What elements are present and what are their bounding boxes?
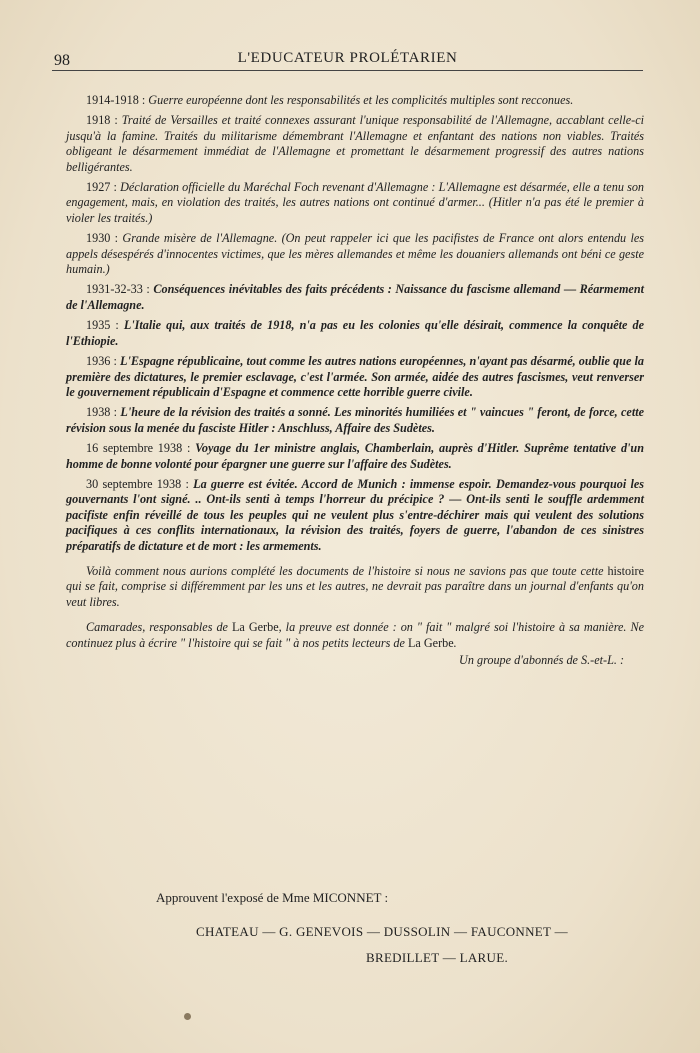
entry-date: 1935 : <box>86 318 119 333</box>
entry-date: 1918 : <box>86 113 118 128</box>
page-number: 98 <box>54 52 70 69</box>
entry-text: L'Espagne républicaine, tout comme les autres nations européennes, n'ayant pas désarmé, oublie que la première des dictatures, le premier esclavage, c'est l'armée. Son armée, aidée des autres fascismes, veut renverser le gouvernement républicain d'Espagne et commence cette horrible guerre civile. <box>66 354 644 399</box>
entry-text: L'heure de la révision des traités a sonné. Les minorités humiliées et " vaincues " feront, de force, cette révision sous la menée du fasciste Hitler : Anschluss, Affaire des Sudètes. <box>66 405 645 435</box>
chronology-entry <box>66 180 644 226</box>
chronology-entry <box>66 318 644 349</box>
chronology-entry <box>66 354 644 400</box>
chronology-entry <box>66 282 644 313</box>
chronology-entry <box>66 231 644 277</box>
article-body <box>66 93 644 668</box>
entry-date: 1927 : <box>86 180 117 195</box>
entry-date: 1936 : <box>86 354 117 369</box>
entry-text: Conséquences inévitables des faits précédents : Naissance du fascisme allemand — Réarmement de l'Allemagne. <box>66 282 644 312</box>
approver-names-line-1: CHATEAU — G. GENEVOIS — DUSSOLIN — FAUCONNET — <box>196 924 568 939</box>
chronology-entry <box>66 405 644 436</box>
conclusion-paragraph-2: Camarades, responsables de La Gerbe, la preuve est donnée : on " fait " malgré soi l'histoire à sa manière. Ne continuez plus à écrire " l'histoire qui se fait " à nos petits lecteurs de La Gerbe. <box>66 620 644 650</box>
chronology-entry <box>66 441 644 472</box>
approver-names-line-2: BREDILLET — LARUE. <box>366 950 509 965</box>
entry-date: 1938 : <box>86 405 118 420</box>
chronology-entry <box>66 93 644 108</box>
ink-spot <box>184 1013 191 1020</box>
entry-text: Traité de Versailles et traité connexes assurant l'unique responsabilité de l'Allemagne, accablant celle-ci jusqu'à la famine. Traités du militarisme démembrant l'Allemagne et enfantant des nations non viables. Traités obligeant le désarmement immédiat de l'Allemagne et promettant le désarmement progressif des autres nations belligérantes. <box>66 113 645 174</box>
entry-date: 1914-1918 : <box>86 93 146 107</box>
conclusion-paragraph-1: Voilà comment nous aurions complété les documents de l'histoire si nous ne savions pas que toute cette histoire qui se fait, comprise si différemment par les uns et les autres, ne devrait pas paraître dans un journal d'enfants qu'on veut libres. <box>66 563 644 609</box>
entry-text: Grande misère de l'Allemagne. (On peut rappeler ici que les pacifistes de France ont alors entendu les appels désespérés d'innocentes victimes, que les mères allemandes et même les douaniers allemands ont béni ce geste humain.) <box>66 231 644 277</box>
running-title: L'EDUCATEUR PROLÉTARIEN <box>237 50 458 66</box>
entry-date: 1931-32-33 : <box>86 282 150 297</box>
chronology-entry <box>66 113 644 175</box>
signature: Un groupe d'abonnés de S.-et-L. : <box>459 653 624 667</box>
approval-block <box>66 890 644 966</box>
approval-line: Approuvent l'exposé de Mme MICONNET : <box>156 890 389 905</box>
entry-text: Voyage du 1er ministre anglais, Chamberlain, auprès d'Hitler. Suprême tentative d'un homme de bonne volonté pour épargner une guerre sur l'affaire des Sudètes. <box>66 441 644 471</box>
entry-date: 30 septembre 1938 : <box>86 476 189 491</box>
entry-date: 1930 : <box>86 231 119 246</box>
entry-text: L'Italie qui, aux traités de 1918, n'a pas eu les colonies qu'elle désirait, commence la conquête de l'Ethiopie. <box>66 318 644 348</box>
entry-text: La guerre est évitée. Accord de Munich : immense espoir. Demandez-vous pourquoi les gouvernants l'ont signé. .. Ont-ils senti à temps l'horreur du précipice ? — Ont-ils senti le souffle ardemment pacifiste enfin réveillé de tous les peuples qui ne veulent plus s'entre-déchirer mais qui veulent des solutions pacifiques à ces conflits internationaux, la révision des traités, foyers de guerre, l'abandon de ces sinistres préparatifs de dictature et de mort : les armements. <box>66 476 645 553</box>
entry-text: Guerre européenne dont les responsabilités et les complicités multiples sont recconues. <box>148 93 574 107</box>
page-header <box>52 48 643 71</box>
chronology-entry <box>66 477 644 554</box>
entry-text: Déclaration officielle du Maréchal Foch revenant d'Allemagne : L'Allemagne est désarmée, elle a tenu son engagement, mais, en violation des traités, les autres nations ont continué d'armer... (Hitler n'a pas été le premier à violer les traités.) <box>66 180 645 225</box>
entry-date: 16 septembre 1938 : <box>86 441 191 456</box>
chronology-list <box>66 93 644 554</box>
